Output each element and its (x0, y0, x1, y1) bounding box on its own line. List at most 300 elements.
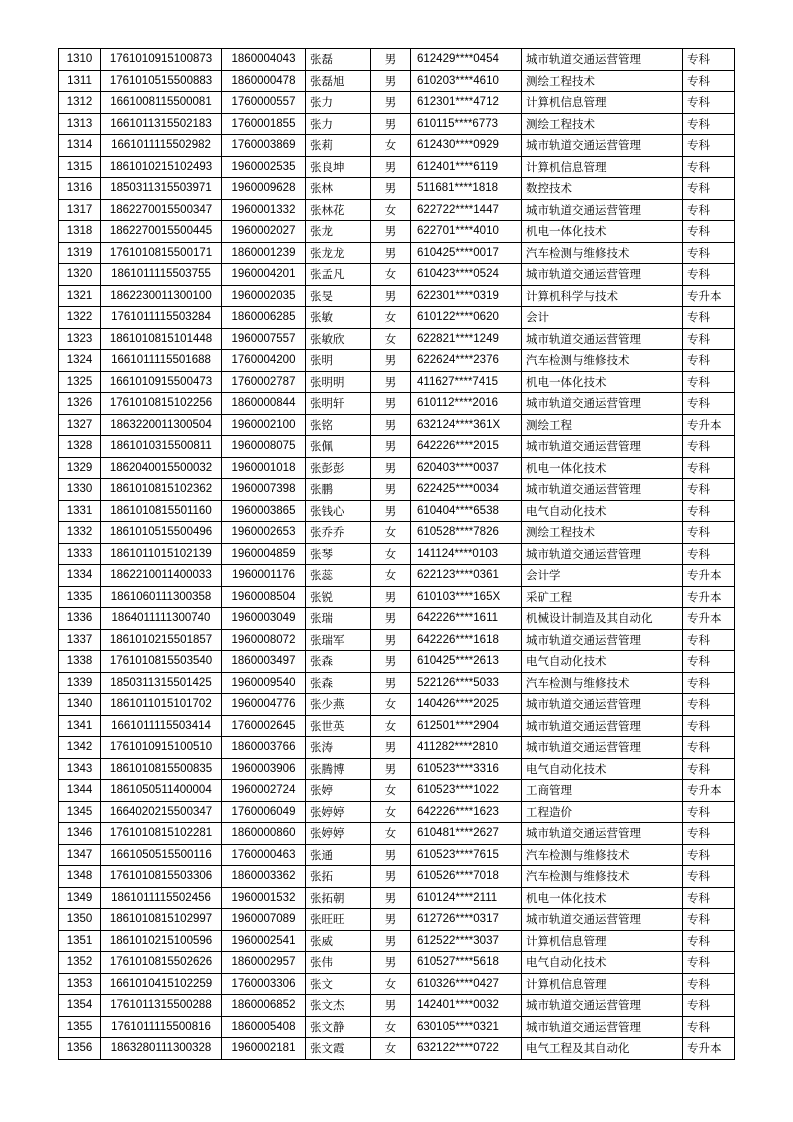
seq-cell: 1347 (59, 844, 101, 866)
exam-id-cell: 1861010815102997 (101, 909, 222, 931)
name-cell: 张明轩 (306, 393, 371, 415)
student-id-cell: 1960001532 (222, 887, 306, 909)
id-card-cell: 610523****7615 (411, 844, 522, 866)
table-row (59, 952, 735, 974)
name-cell: 张磊 (306, 49, 371, 71)
level-cell: 专科 (683, 715, 735, 737)
level-cell: 专升本 (683, 780, 735, 802)
gender-cell: 女 (371, 823, 411, 845)
student-id-cell: 1760000557 (222, 92, 306, 114)
major-cell: 城市轨道交通运营管理 (522, 823, 683, 845)
name-cell: 张林花 (306, 199, 371, 221)
major-cell: 计算机信息管理 (522, 930, 683, 952)
seq-cell: 1336 (59, 608, 101, 630)
id-card-cell: 612430****0929 (411, 135, 522, 157)
seq-cell: 1353 (59, 973, 101, 995)
gender-cell: 女 (371, 780, 411, 802)
student-id-cell: 1960002535 (222, 156, 306, 178)
seq-cell: 1355 (59, 1016, 101, 1038)
student-id-cell: 1960003049 (222, 608, 306, 630)
gender-cell: 男 (371, 887, 411, 909)
level-cell: 专科 (683, 113, 735, 135)
gender-cell: 男 (371, 436, 411, 458)
exam-id-cell: 1861011115503755 (101, 264, 222, 286)
name-cell: 张伟 (306, 952, 371, 974)
seq-cell: 1315 (59, 156, 101, 178)
major-cell: 机电一体化技术 (522, 221, 683, 243)
id-card-cell: 610404****6538 (411, 500, 522, 522)
major-cell: 电气自动化技术 (522, 651, 683, 673)
exam-id-cell: 1664020215500347 (101, 801, 222, 823)
table-row (59, 801, 735, 823)
seq-cell: 1319 (59, 242, 101, 264)
table-row (59, 543, 735, 565)
seq-cell: 1354 (59, 995, 101, 1017)
major-cell: 城市轨道交通运营管理 (522, 135, 683, 157)
seq-cell: 1311 (59, 70, 101, 92)
id-card-cell: 630105****0321 (411, 1016, 522, 1038)
level-cell: 专科 (683, 135, 735, 157)
table-row (59, 242, 735, 264)
gender-cell: 男 (371, 393, 411, 415)
name-cell: 张森 (306, 651, 371, 673)
gender-cell: 男 (371, 995, 411, 1017)
seq-cell: 1323 (59, 328, 101, 350)
level-cell: 专科 (683, 694, 735, 716)
gender-cell: 女 (371, 522, 411, 544)
name-cell: 张琴 (306, 543, 371, 565)
table-row (59, 178, 735, 200)
student-id-cell: 1760002645 (222, 715, 306, 737)
name-cell: 张威 (306, 930, 371, 952)
name-cell: 张婷 (306, 780, 371, 802)
table-row (59, 973, 735, 995)
gender-cell: 男 (371, 608, 411, 630)
exam-id-cell: 1862040015500032 (101, 457, 222, 479)
level-cell: 专科 (683, 178, 735, 200)
table-row (59, 135, 735, 157)
name-cell: 张力 (306, 113, 371, 135)
seq-cell: 1335 (59, 586, 101, 608)
student-id-cell: 1960004201 (222, 264, 306, 286)
student-id-cell: 1760006049 (222, 801, 306, 823)
exam-id-cell: 1861060111300358 (101, 586, 222, 608)
seq-cell: 1340 (59, 694, 101, 716)
id-card-cell: 622701****4010 (411, 221, 522, 243)
major-cell: 测绘工程技术 (522, 113, 683, 135)
student-id-cell: 1960002027 (222, 221, 306, 243)
table-row (59, 393, 735, 415)
table-row (59, 49, 735, 71)
major-cell: 城市轨道交通运营管理 (522, 909, 683, 931)
gender-cell: 男 (371, 500, 411, 522)
major-cell: 城市轨道交通运营管理 (522, 694, 683, 716)
level-cell: 专科 (683, 500, 735, 522)
gender-cell: 男 (371, 586, 411, 608)
gender-cell: 男 (371, 178, 411, 200)
major-cell: 计算机信息管理 (522, 156, 683, 178)
gender-cell: 男 (371, 350, 411, 372)
gender-cell: 男 (371, 629, 411, 651)
exam-id-cell: 1861010815101448 (101, 328, 222, 350)
exam-id-cell: 1861010815500835 (101, 758, 222, 780)
seq-cell: 1332 (59, 522, 101, 544)
level-cell: 专科 (683, 629, 735, 651)
student-table (58, 48, 735, 1060)
seq-cell: 1328 (59, 436, 101, 458)
gender-cell: 男 (371, 866, 411, 888)
id-card-cell: 411282****2810 (411, 737, 522, 759)
table-row (59, 457, 735, 479)
exam-id-cell: 1861010315500811 (101, 436, 222, 458)
major-cell: 汽车检测与维修技术 (522, 350, 683, 372)
major-cell: 城市轨道交通运营管理 (522, 393, 683, 415)
table-row (59, 930, 735, 952)
exam-id-cell: 1861010515500496 (101, 522, 222, 544)
student-id-cell: 1860000478 (222, 70, 306, 92)
student-id-cell: 1760000463 (222, 844, 306, 866)
student-id-cell: 1860004043 (222, 49, 306, 71)
seq-cell: 1337 (59, 629, 101, 651)
seq-cell: 1324 (59, 350, 101, 372)
seq-cell: 1320 (59, 264, 101, 286)
seq-cell: 1310 (59, 49, 101, 71)
gender-cell: 男 (371, 156, 411, 178)
id-card-cell: 141124****0103 (411, 543, 522, 565)
level-cell: 专科 (683, 242, 735, 264)
level-cell: 专科 (683, 930, 735, 952)
id-card-cell: 622722****1447 (411, 199, 522, 221)
gender-cell: 男 (371, 92, 411, 114)
exam-id-cell: 1661011115501688 (101, 350, 222, 372)
exam-id-cell: 1761010815503306 (101, 866, 222, 888)
major-cell: 汽车检测与维修技术 (522, 844, 683, 866)
id-card-cell: 610203****4610 (411, 70, 522, 92)
student-id-cell: 1960002541 (222, 930, 306, 952)
exam-id-cell: 1661011115502982 (101, 135, 222, 157)
seq-cell: 1342 (59, 737, 101, 759)
seq-cell: 1331 (59, 500, 101, 522)
id-card-cell: 610523****1022 (411, 780, 522, 802)
name-cell: 张婷婷 (306, 823, 371, 845)
table-row (59, 672, 735, 694)
table-row (59, 715, 735, 737)
name-cell: 张文 (306, 973, 371, 995)
name-cell: 张明明 (306, 371, 371, 393)
level-cell: 专升本 (683, 565, 735, 587)
table-row (59, 199, 735, 221)
seq-cell: 1343 (59, 758, 101, 780)
id-card-cell: 610481****2627 (411, 823, 522, 845)
student-id-cell: 1960009540 (222, 672, 306, 694)
seq-cell: 1351 (59, 930, 101, 952)
table-row (59, 285, 735, 307)
exam-id-cell: 1861010215100596 (101, 930, 222, 952)
major-cell: 城市轨道交通运营管理 (522, 629, 683, 651)
student-id-cell: 1760002787 (222, 371, 306, 393)
major-cell: 汽车检测与维修技术 (522, 672, 683, 694)
major-cell: 计算机信息管理 (522, 973, 683, 995)
student-id-cell: 1860006852 (222, 995, 306, 1017)
gender-cell: 女 (371, 801, 411, 823)
table-row (59, 522, 735, 544)
table-row (59, 371, 735, 393)
exam-id-cell: 1862270015500347 (101, 199, 222, 221)
gender-cell: 男 (371, 457, 411, 479)
table-row (59, 156, 735, 178)
level-cell: 专科 (683, 1016, 735, 1038)
name-cell: 张龙 (306, 221, 371, 243)
name-cell: 张彭彭 (306, 457, 371, 479)
exam-id-cell: 1761011315500288 (101, 995, 222, 1017)
table-row (59, 694, 735, 716)
exam-id-cell: 1761010515500883 (101, 70, 222, 92)
major-cell: 汽车检测与维修技术 (522, 242, 683, 264)
name-cell: 张拓 (306, 866, 371, 888)
student-id-cell: 1860003497 (222, 651, 306, 673)
exam-id-cell: 1661008115500081 (101, 92, 222, 114)
id-card-cell: 610425****0017 (411, 242, 522, 264)
seq-cell: 1313 (59, 113, 101, 135)
name-cell: 张林 (306, 178, 371, 200)
exam-id-cell: 1863280111300328 (101, 1038, 222, 1060)
level-cell: 专科 (683, 522, 735, 544)
gender-cell: 男 (371, 242, 411, 264)
name-cell: 张钱心 (306, 500, 371, 522)
table-row (59, 629, 735, 651)
seq-cell: 1356 (59, 1038, 101, 1060)
table-row (59, 221, 735, 243)
level-cell: 专科 (683, 844, 735, 866)
table-row (59, 1016, 735, 1038)
major-cell: 城市轨道交通运营管理 (522, 715, 683, 737)
student-id-cell: 1960002100 (222, 414, 306, 436)
gender-cell: 男 (371, 113, 411, 135)
gender-cell: 女 (371, 1016, 411, 1038)
name-cell: 张拓朝 (306, 887, 371, 909)
student-id-cell: 1960001176 (222, 565, 306, 587)
gender-cell: 男 (371, 651, 411, 673)
exam-id-cell: 1661010915500473 (101, 371, 222, 393)
major-cell: 电气自动化技术 (522, 952, 683, 974)
exam-id-cell: 1761011115503284 (101, 307, 222, 329)
name-cell: 张鹏 (306, 479, 371, 501)
name-cell: 张铭 (306, 414, 371, 436)
id-card-cell: 612401****6119 (411, 156, 522, 178)
level-cell: 专科 (683, 199, 735, 221)
gender-cell: 男 (371, 758, 411, 780)
student-id-cell: 1760003306 (222, 973, 306, 995)
student-id-cell: 1860003362 (222, 866, 306, 888)
id-card-cell: 622821****1249 (411, 328, 522, 350)
major-cell: 计算机科学与技术 (522, 285, 683, 307)
exam-id-cell: 1850311315503971 (101, 178, 222, 200)
level-cell: 专科 (683, 328, 735, 350)
major-cell: 汽车检测与维修技术 (522, 866, 683, 888)
major-cell: 城市轨道交通运营管理 (522, 264, 683, 286)
table-row (59, 909, 735, 931)
id-card-cell: 622425****0034 (411, 479, 522, 501)
seq-cell: 1318 (59, 221, 101, 243)
gender-cell: 女 (371, 694, 411, 716)
id-card-cell: 622123****0361 (411, 565, 522, 587)
student-id-cell: 1960002035 (222, 285, 306, 307)
seq-cell: 1349 (59, 887, 101, 909)
table-row (59, 565, 735, 587)
id-card-cell: 140426****2025 (411, 694, 522, 716)
exam-id-cell: 1861010215102493 (101, 156, 222, 178)
level-cell: 专科 (683, 156, 735, 178)
student-id-cell: 1760001855 (222, 113, 306, 135)
level-cell: 专科 (683, 70, 735, 92)
major-cell: 机电一体化技术 (522, 371, 683, 393)
id-card-cell: 642226****1618 (411, 629, 522, 651)
exam-id-cell: 1761010815102281 (101, 823, 222, 845)
gender-cell: 男 (371, 844, 411, 866)
name-cell: 张世英 (306, 715, 371, 737)
id-card-cell: 642226****2015 (411, 436, 522, 458)
major-cell: 城市轨道交通运营管理 (522, 328, 683, 350)
name-cell: 张良坤 (306, 156, 371, 178)
id-card-cell: 610423****0524 (411, 264, 522, 286)
seq-cell: 1338 (59, 651, 101, 673)
table-row (59, 350, 735, 372)
level-cell: 专科 (683, 823, 735, 845)
exam-id-cell: 1861010815501160 (101, 500, 222, 522)
seq-cell: 1346 (59, 823, 101, 845)
id-card-cell: 612301****4712 (411, 92, 522, 114)
gender-cell: 男 (371, 49, 411, 71)
gender-cell: 男 (371, 414, 411, 436)
gender-cell: 女 (371, 264, 411, 286)
table-row (59, 866, 735, 888)
gender-cell: 女 (371, 1038, 411, 1060)
seq-cell: 1316 (59, 178, 101, 200)
seq-cell: 1344 (59, 780, 101, 802)
gender-cell: 男 (371, 371, 411, 393)
id-card-cell: 610124****2111 (411, 887, 522, 909)
table-row (59, 844, 735, 866)
table-row (59, 1038, 735, 1060)
name-cell: 张力 (306, 92, 371, 114)
name-cell: 张佩 (306, 436, 371, 458)
major-cell: 会计学 (522, 565, 683, 587)
level-cell: 专科 (683, 457, 735, 479)
seq-cell: 1330 (59, 479, 101, 501)
name-cell: 张旻 (306, 285, 371, 307)
table-row (59, 307, 735, 329)
name-cell: 张腾博 (306, 758, 371, 780)
name-cell: 张涛 (306, 737, 371, 759)
gender-cell: 男 (371, 672, 411, 694)
student-id-cell: 1860006285 (222, 307, 306, 329)
major-cell: 工商管理 (522, 780, 683, 802)
seq-cell: 1352 (59, 952, 101, 974)
level-cell: 专科 (683, 801, 735, 823)
level-cell: 专科 (683, 995, 735, 1017)
name-cell: 张孟凡 (306, 264, 371, 286)
seq-cell: 1334 (59, 565, 101, 587)
level-cell: 专科 (683, 543, 735, 565)
name-cell: 张蕊 (306, 565, 371, 587)
name-cell: 张明 (306, 350, 371, 372)
id-card-cell: 612726****0317 (411, 909, 522, 931)
student-id-cell: 1960004859 (222, 543, 306, 565)
table-row (59, 328, 735, 350)
name-cell: 张文杰 (306, 995, 371, 1017)
student-id-cell: 1960001332 (222, 199, 306, 221)
major-cell: 城市轨道交通运营管理 (522, 479, 683, 501)
level-cell: 专科 (683, 436, 735, 458)
major-cell: 数控技术 (522, 178, 683, 200)
table-row (59, 586, 735, 608)
student-id-cell: 1760004200 (222, 350, 306, 372)
major-cell: 采矿工程 (522, 586, 683, 608)
exam-id-cell: 1761010815102256 (101, 393, 222, 415)
name-cell: 张文静 (306, 1016, 371, 1038)
gender-cell: 男 (371, 930, 411, 952)
level-cell: 专科 (683, 651, 735, 673)
student-id-cell: 1960007398 (222, 479, 306, 501)
major-cell: 机械设计制造及其自动化 (522, 608, 683, 630)
name-cell: 张乔乔 (306, 522, 371, 544)
exam-id-cell: 1661011315502183 (101, 113, 222, 135)
student-id-cell: 1960003865 (222, 500, 306, 522)
level-cell: 专科 (683, 479, 735, 501)
exam-id-cell: 1761010815502626 (101, 952, 222, 974)
id-card-cell: 642226****1611 (411, 608, 522, 630)
id-card-cell: 511681****1818 (411, 178, 522, 200)
id-card-cell: 610326****0427 (411, 973, 522, 995)
seq-cell: 1321 (59, 285, 101, 307)
student-id-cell: 1960008504 (222, 586, 306, 608)
name-cell: 张旺旺 (306, 909, 371, 931)
exam-id-cell: 1864011111300740 (101, 608, 222, 630)
table-row (59, 70, 735, 92)
exam-id-cell: 1861050511400004 (101, 780, 222, 802)
id-card-cell: 632122****0722 (411, 1038, 522, 1060)
seq-cell: 1341 (59, 715, 101, 737)
major-cell: 城市轨道交通运营管理 (522, 436, 683, 458)
seq-cell: 1317 (59, 199, 101, 221)
student-id-cell: 1860003766 (222, 737, 306, 759)
seq-cell: 1312 (59, 92, 101, 114)
level-cell: 专升本 (683, 285, 735, 307)
exam-id-cell: 1761010915100510 (101, 737, 222, 759)
seq-cell: 1329 (59, 457, 101, 479)
seq-cell: 1314 (59, 135, 101, 157)
major-cell: 城市轨道交通运营管理 (522, 1016, 683, 1038)
id-card-cell: 610122****0620 (411, 307, 522, 329)
id-card-cell: 610112****2016 (411, 393, 522, 415)
gender-cell: 男 (371, 221, 411, 243)
level-cell: 专科 (683, 307, 735, 329)
level-cell: 专科 (683, 758, 735, 780)
id-card-cell: 622624****2376 (411, 350, 522, 372)
id-card-cell: 610425****2613 (411, 651, 522, 673)
level-cell: 专升本 (683, 414, 735, 436)
name-cell: 张龙龙 (306, 242, 371, 264)
student-id-cell: 1860002957 (222, 952, 306, 974)
student-id-cell: 1960007089 (222, 909, 306, 931)
gender-cell: 男 (371, 70, 411, 92)
level-cell: 专科 (683, 952, 735, 974)
table-row (59, 92, 735, 114)
level-cell: 专科 (683, 221, 735, 243)
major-cell: 会计 (522, 307, 683, 329)
gender-cell: 男 (371, 285, 411, 307)
name-cell: 张敏欣 (306, 328, 371, 350)
